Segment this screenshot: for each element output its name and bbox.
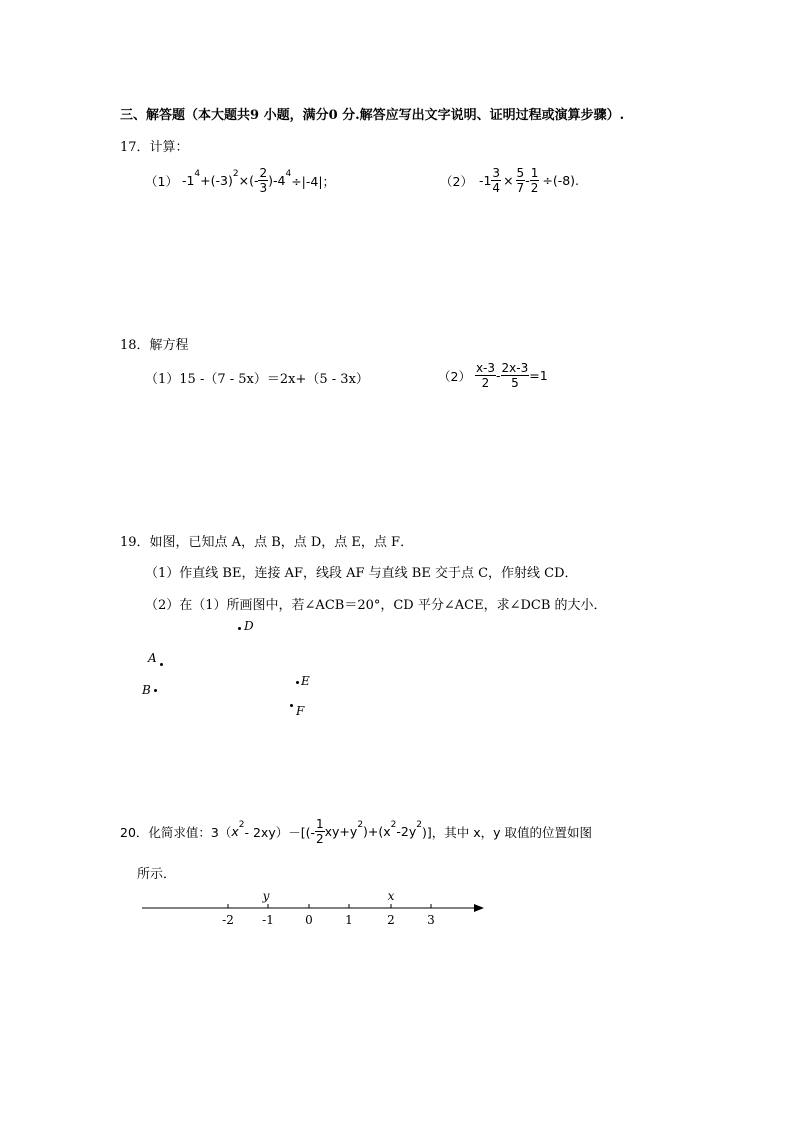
tick-label: 1	[345, 913, 353, 927]
tick-label: 3	[427, 913, 435, 927]
q19-title: 19．如图，已知点 A，点 B，点 D，点 E，点 F．	[120, 535, 414, 550]
q18-p2-label: （2）	[438, 368, 471, 384]
q17-p2-minus: -	[525, 173, 530, 188]
q17-p1-fraction	[258, 166, 268, 195]
q17-part1	[145, 166, 335, 195]
q17-p1-label: （1）	[145, 173, 178, 189]
q17-p1-times: ×(-	[238, 173, 259, 188]
fraction-numerator: 1	[530, 166, 539, 180]
q17-p2-fraction-1	[491, 166, 501, 195]
fraction-denominator: 2	[316, 832, 324, 846]
q17-part2	[440, 166, 579, 195]
label-y: y	[262, 889, 270, 903]
q17-p2-rest: ÷(-8).	[542, 173, 580, 188]
q20-x-exp-2: 2	[390, 819, 397, 830]
q19-part1: （1）作直线 BE，连接 AF，线段 AF 与直线 BE 交于点 C，作射线 CD．	[145, 566, 578, 581]
q20-after-frac: xy+y	[324, 824, 358, 839]
q17-p2-times: ×	[503, 173, 514, 188]
tick-label: 0	[305, 913, 313, 927]
q20-y-exp: 2	[357, 819, 364, 830]
q20-part3: -2y	[396, 824, 417, 839]
fraction-denominator: 4	[492, 181, 501, 195]
q20-title: 20．化简求值：3（	[120, 824, 232, 840]
q18-p2-eq: =1	[529, 368, 548, 383]
q20-line2: 所示．	[137, 867, 177, 882]
q18-part2	[438, 361, 548, 390]
point-f-dot	[290, 704, 293, 707]
q17-p2-neg: -1	[478, 173, 492, 188]
q17-p1-b: +(-3)	[200, 173, 233, 188]
q17-p2-fraction-2	[516, 166, 526, 195]
q18-p2-minus: -	[496, 368, 501, 383]
point-e-dot	[296, 681, 299, 684]
point-e-label: E	[301, 674, 310, 688]
fraction-denominator: 2	[481, 376, 490, 390]
fraction-numerator: 5	[516, 166, 525, 180]
q20-y-exp-2: 2	[416, 819, 423, 830]
q17-p1-c: )-4	[268, 173, 286, 188]
q17-p1-c-exp: 4	[285, 168, 292, 179]
q20-expression	[120, 817, 592, 846]
q17-p2-fraction-3	[530, 166, 540, 195]
q19-part2: （2）在（1）所画图中，若∠ACB＝20°，CD 平分∠ACE，求∠DCB 的大小．	[145, 598, 607, 613]
label-x: x	[387, 889, 395, 903]
q17-p1-d: ÷|-4|；	[291, 173, 336, 189]
tick-label: 2	[387, 913, 395, 927]
point-d-label: D	[244, 619, 254, 633]
q20-end: )]，其中 x，y 取值的位置如图	[422, 824, 593, 840]
q18-part1: （1）15 -（7 - 5x）＝2x+（5 - 3x）	[145, 372, 369, 387]
q18-p2-fraction-1	[475, 361, 496, 390]
fraction-numerator: 1	[316, 817, 324, 831]
fraction-numerator: x-3	[475, 361, 496, 375]
fraction-denominator: 7	[516, 181, 525, 195]
q18-p2-fraction-2	[501, 361, 530, 390]
point-f-label: F	[296, 704, 305, 718]
fraction-numerator: 3	[492, 166, 501, 180]
q18-title: 18．解方程	[120, 338, 189, 353]
q17-p2-label: （2）	[440, 173, 473, 189]
point-d-dot	[238, 627, 241, 630]
number-line	[140, 885, 490, 930]
q17-title: 17．计算：	[120, 140, 189, 155]
point-a-dot	[160, 663, 163, 666]
fraction-numerator: 2x-3	[501, 361, 529, 375]
section-heading: 三、解答题（本大题共9 小题，满分0 分.解答应写出文字说明、证明过程或演算步骤）.	[120, 108, 625, 123]
point-a-label: A	[148, 651, 157, 665]
point-b-dot	[154, 689, 157, 692]
fraction-denominator: 2	[530, 181, 539, 195]
q20-x: x	[231, 824, 239, 839]
point-b-label: B	[142, 683, 151, 697]
q20-part2: )+(x	[363, 824, 391, 839]
number-line-arrow-icon	[474, 904, 484, 912]
fraction-denominator: 5	[511, 376, 519, 390]
fraction-denominator: 3	[259, 181, 268, 195]
q17-p1-b-exp: 2	[232, 168, 239, 179]
fraction-numerator: 2	[259, 166, 268, 180]
q20-mid: - 2xy）－[(-	[244, 824, 315, 840]
q17-p1-a: -1	[181, 173, 195, 188]
q20-fraction	[315, 817, 325, 846]
q17-p1-a-exp: 4	[194, 168, 201, 179]
q20-x-exp: 2	[238, 819, 245, 830]
tick-label: -1	[262, 913, 274, 927]
tick-label: -2	[222, 913, 234, 927]
